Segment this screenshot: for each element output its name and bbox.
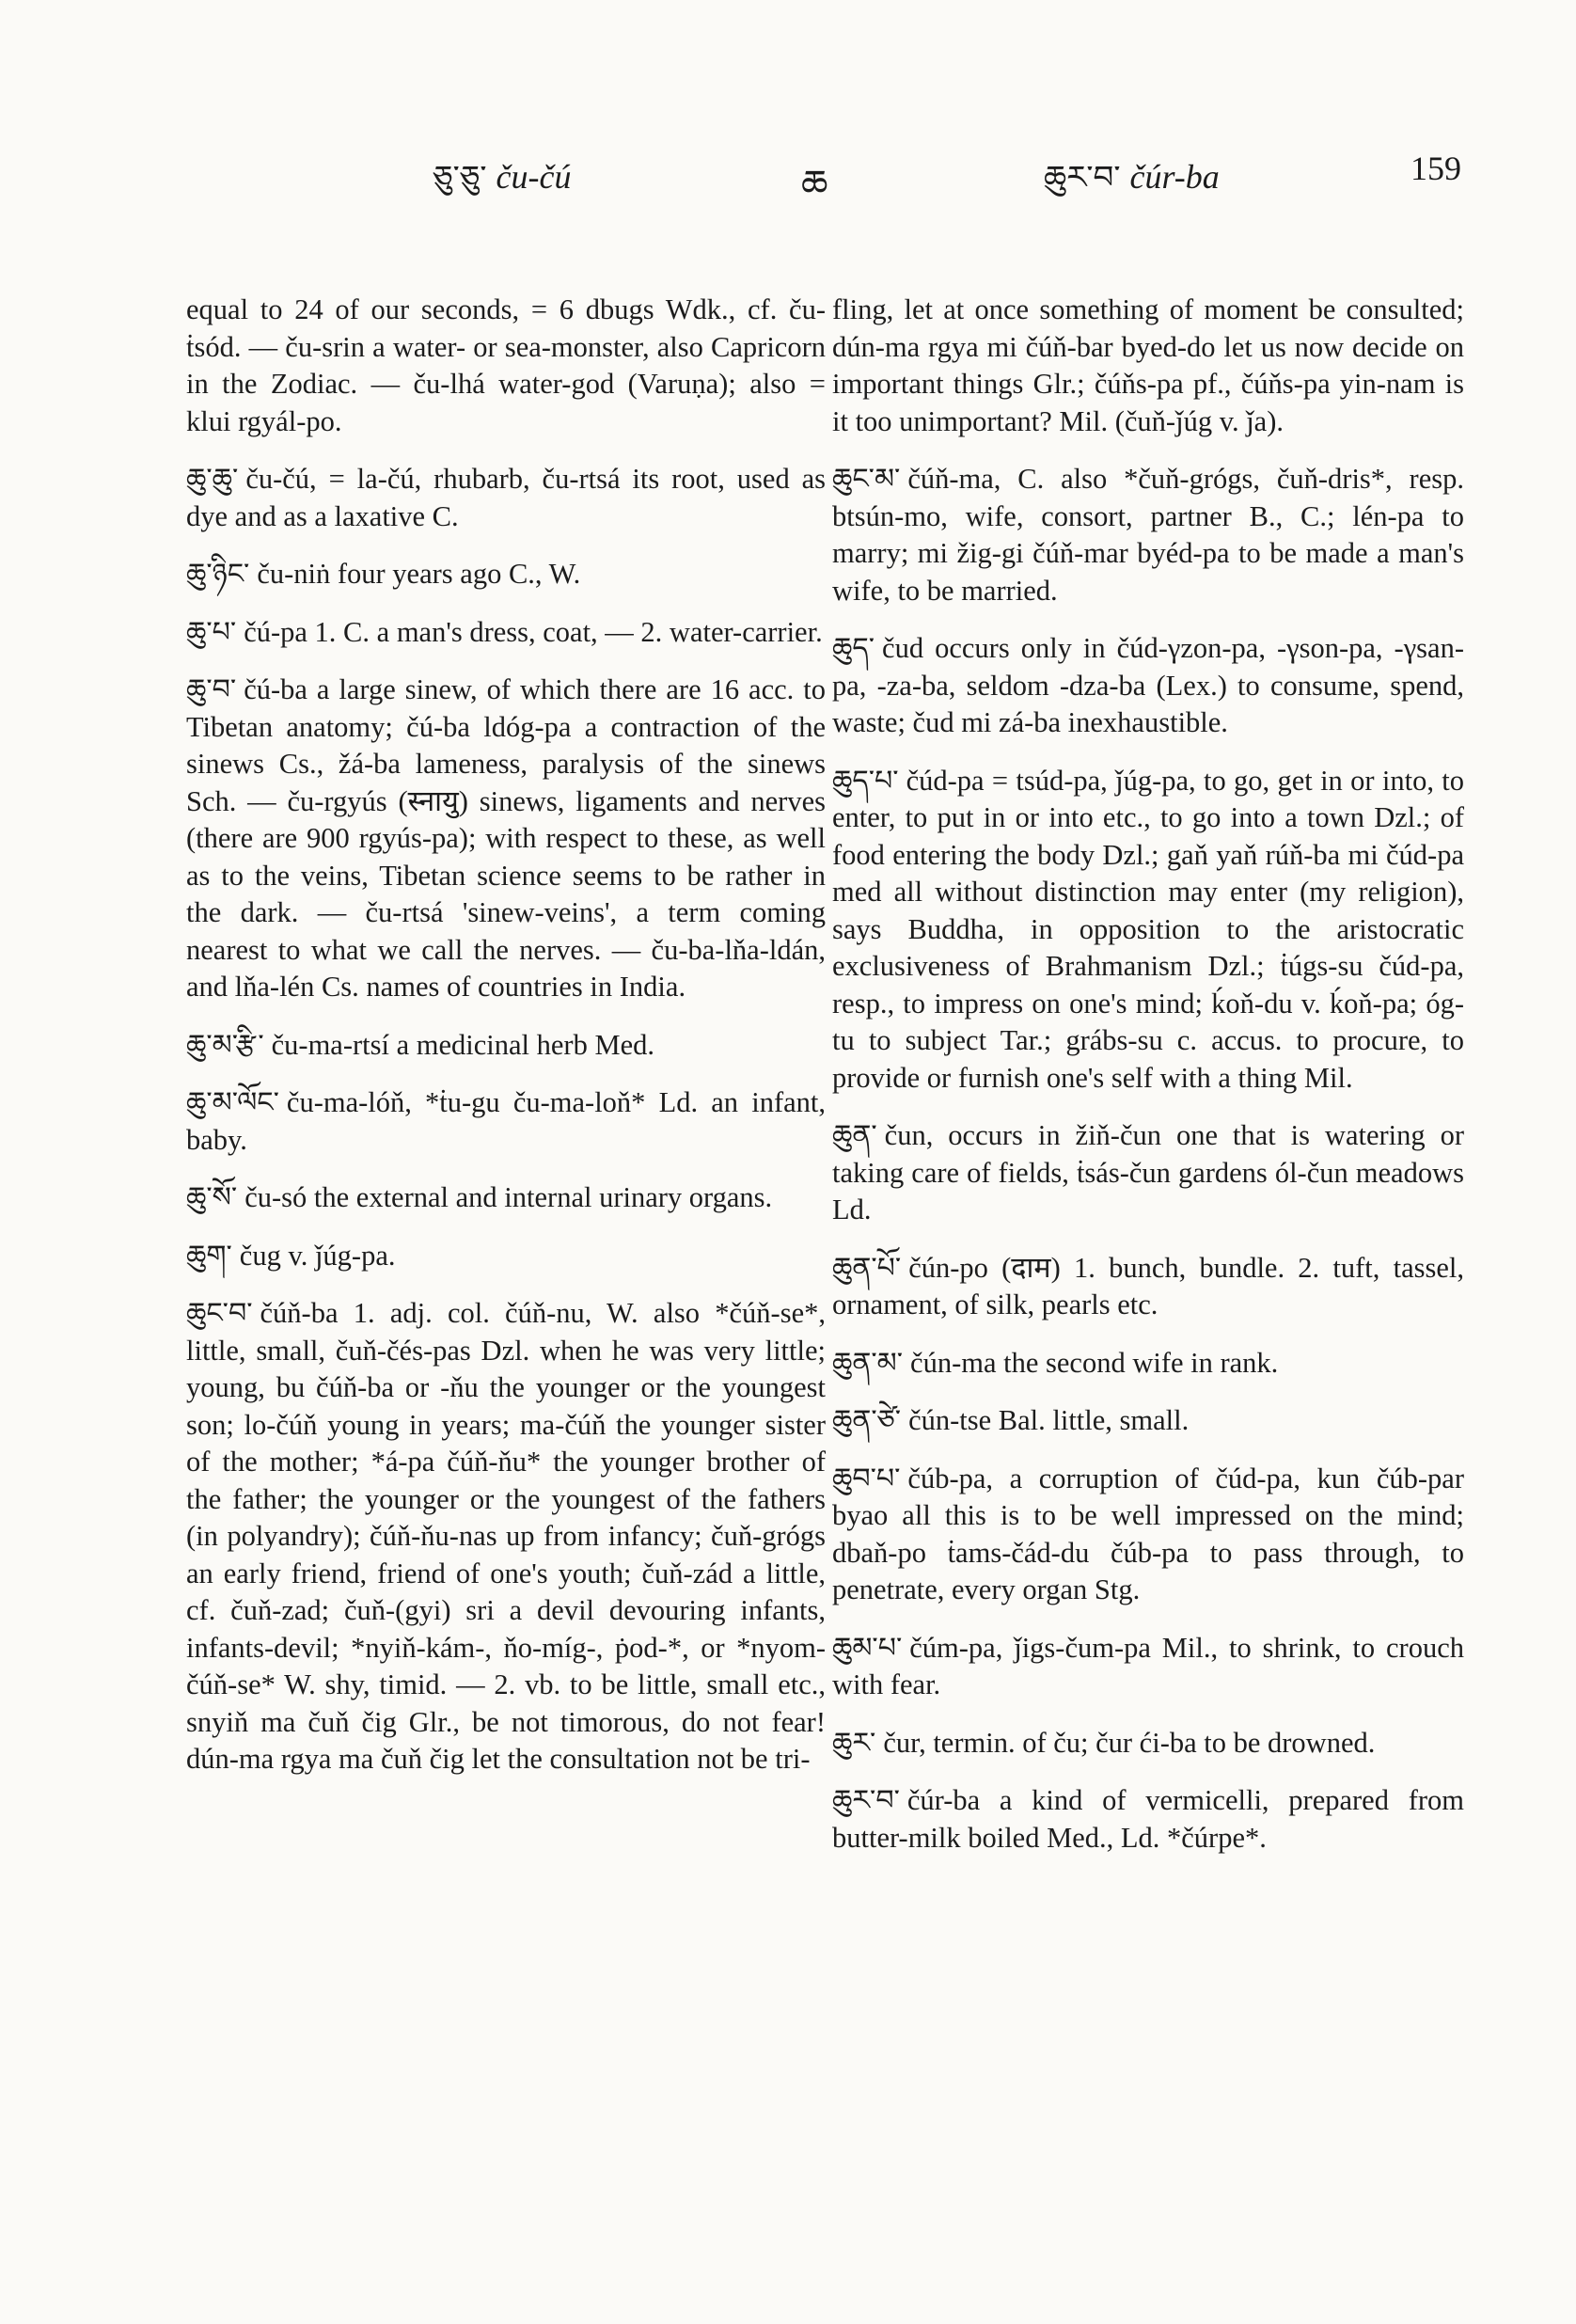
entry-text: čú-pa 1. C. a man's dress, coat, — 2. water-carrier.: [244, 615, 823, 648]
left-column: [186, 292, 826, 1799]
entry-tibetan: ཆུན་མ་: [832, 1346, 904, 1380]
dictionary-entry: [186, 672, 826, 1006]
continued-entry: equal to 24 of our seconds, = 6 dbugs Wdk., cf. ču-ṫsód. — ču-srin a water- or sea-monster, also Capricorn in the Zodiac. — ču-lhá water-god (Varuṇa); also = klui rgyál-po.: [186, 293, 826, 437]
entry-text: ču-ma-lóň, *ṫu-gu ču-ma-loň* Ld. an infant, baby.: [186, 1086, 826, 1156]
dictionary-entry: [832, 1630, 1464, 1704]
dictionary-entry: [186, 1027, 826, 1065]
header-left-headword: [433, 141, 571, 231]
dictionary-entry: [832, 1402, 1464, 1440]
header-section-letter: ཆ: [801, 163, 828, 205]
entry-text: čún-ma the second wife in rank.: [910, 1346, 1279, 1379]
entry-tibetan: ཆུ་པ་: [186, 615, 237, 649]
entry-tibetan: ཆུན་: [832, 1119, 877, 1152]
dictionary-entry: [832, 1117, 1464, 1229]
dictionary-entry: [186, 1238, 826, 1275]
entry-tibetan: ཆུང་མ་: [832, 463, 901, 496]
entry-text: čúr-ba a kind of vermicelli, prepared from butter-milk boiled Med., Ld. *čúrpe*.: [832, 1784, 1464, 1854]
entry-text: čúň-ba 1. adj. col. čúň-nu, W. also *čúň-se*, little, small, čuň-čés-pas Dzl. when he was very little; young, bu čúň-ba or -ňu the younger or the youngest son; lo-čúň young in years; ma-čúň the younger sister of the mother; *á-pa čúň-ňu* the younger brother of the father; the younger or the youngest of the fathers (in polyandry); čúň-ňu-nas up from infancy; čuň-grógs an early friend, friend of one's youth; čuň-zád a little, cf. čuň-zad; čuň-(gyi) sri a devil devouring infants, infants-devil; *nyiň-kám-, ňo-míg-, ṗod-*, or *nyom-čúň-se* W. shy, timid. — 2. vb. to be little, small etc., snyiň ma čuň čig Glr., be not timorous, do not fear! dún-ma rgya ma čuň čig let the consultation not be tri-: [186, 1297, 826, 1775]
entry-text: čúň-ma, C. also *čuň-grógs, čuň-dris*, resp. btsún-mo, wife, consort, partner B., C.; lén-pa to marry; mi žig-gi čúň-mar byéd-pa to be made a man's wife, to be married.: [832, 463, 1464, 607]
header-right-tibetan: ཆུར་བ་: [1044, 159, 1121, 197]
entry-text: čur, termin. of ču; čur ći-ba to be drowned.: [883, 1726, 1376, 1759]
entry-text: ču-só the external and internal urinary organs.: [244, 1181, 773, 1213]
entry-tibetan: ཆུ་བ་: [186, 673, 237, 706]
entry-text: čun, occurs in žiň-čun one that is watering or taking care of fields, ṫsás-čun gardens ól-čun meadows Ld.: [832, 1119, 1464, 1225]
entry-text: čú-ba a large sinew, of which there are 16 acc. to Tibetan anatomy; čú-ba ldóg-pa a contraction of the sinews Cs., žá-ba lameness, paralysis of the sinews Sch. — ču-rgyús (स्नायु) sinews, ligaments and nerves (there are 900 rgyús-pa); with respect to these, as well as to the veins, Tibetan science seems to be rather in the dark. — ču-rtsá 'sinew-veins', a term coming nearest to what we call the nerves. — ču-ba-lňa-ldán, and lňa-lén Cs. names of countries in India.: [186, 673, 826, 1003]
dictionary-entry: [186, 1295, 826, 1779]
dictionary-entry: [186, 556, 826, 593]
entry-text: čúb-pa, a corruption of čúd-pa, kun čúb-par byao all this is to be well impressed on the mind; dbaň-po ṫams-čád-du čúb-pa to pass through, to penetrate, every organ Stg.: [832, 1462, 1464, 1605]
entry-tibetan: ཆུ་མ་རྩི་: [186, 1028, 264, 1062]
dictionary-entry: [832, 630, 1464, 742]
entry-tibetan: ཆུར་བ་: [832, 1784, 900, 1817]
entry-text: ču-čú, = la-čú, rhubarb, ču-rtsá its root, used as dye and as a laxative C.: [186, 463, 826, 532]
entry-tibetan: ཆུབ་པ་: [832, 1462, 901, 1495]
entry-text: čún-tse Bal. little, small.: [908, 1404, 1190, 1436]
entry-tibetan: ཆུང་བ་: [186, 1297, 253, 1330]
header-right-translit: čúr-ba: [1129, 158, 1220, 196]
page-number: 159: [1411, 150, 1461, 187]
dictionary-entry: [832, 1345, 1464, 1383]
dictionary-entry: [832, 1250, 1464, 1324]
entry-text: čug v. ǰúg-pa.: [239, 1239, 396, 1272]
dictionary-entry: [186, 1179, 826, 1217]
entry-text: čúm-pa, ǰigs-čum-pa Mil., to shrink, to crouch with fear.: [832, 1631, 1464, 1700]
dictionary-entry: [832, 1725, 1464, 1763]
dictionary-entry: [186, 461, 826, 535]
entry-tibetan: ཆུ་ཆུ་: [186, 463, 239, 496]
header-left-translit: ču-čú: [496, 158, 572, 196]
entry-text: ču-ma-rtsí a medicinal herb Med.: [271, 1028, 654, 1061]
entry-tibetan: ཆུ་སོ་: [186, 1181, 238, 1214]
dictionary-entry: [186, 614, 826, 652]
dictionary-entry: [832, 461, 1464, 609]
entry-tibetan: ཆུད་: [832, 632, 875, 665]
continued-entry: fling, let at once something of moment be consulted; dún-ma rgya mi čúň-bar byed-do let us now decide on important things Glr.; čúňs-pa pf., čúňs-pa yin-nam is it too unimportant? Mil. (čuň-ǰúg v. ǰa).: [832, 293, 1464, 437]
entry-tibetan: ཆུད་པ་: [832, 764, 899, 798]
entry-tibetan: ཆུ་མ་ལོང་: [186, 1086, 279, 1119]
right-column: [832, 292, 1464, 1877]
dictionary-entry: [832, 1461, 1464, 1609]
entry-tibetan: ཆུན་པོ་: [832, 1251, 902, 1285]
entry-text: čúd-pa = tsúd-pa, ǰúg-pa, to go, get in or into, to enter, to put in or into etc., to go into a town Dzl.; of food entering the body Dzl.; gaň yaň rúň-ba mi čúd-pa med all without distinction may enter (my religion), says Buddha, in opposition to the aristocratic exclusiveness of Brahmanism Dzl.; ṫúgs-su čúd-pa, resp., to impress on one's mind; ḱoň-du v. ḱoň-pa; óg-tu to subject Tar.; grábs-su c. accus. to procure, to provide or furnish one's self with a thing Mil.: [832, 764, 1464, 1094]
entry-tibetan: ཆུམ་པ་: [832, 1631, 903, 1665]
entry-text: čud occurs only in čúd-γzon-pa, -γson-pa, -γsan-pa, -za-ba, seldom -dza-ba (Lex.) to consume, spend, waste; čud mi zá-ba inexhaustible.: [832, 632, 1464, 738]
dictionary-entry: [832, 1782, 1464, 1857]
entry-tibetan: ཆུག་: [186, 1239, 232, 1273]
entry-tibetan: ཆུ་ཉིང་: [186, 558, 250, 591]
entry-tibetan: ཆུར་: [832, 1726, 876, 1760]
entry-text: ču-niṅ four years ago C., W.: [257, 558, 581, 590]
dictionary-entry: [186, 1084, 826, 1159]
entry-tibetan: ཆུན་ཙེ་: [832, 1404, 902, 1437]
entry-text: čún-po (दाम) 1. bunch, bundle. 2. tuft, tassel, ornament, of silk, pearls etc.: [832, 1251, 1464, 1320]
dictionary-entry: [832, 763, 1464, 1098]
header-left-tibetan: ཅུ་ཅུ་: [433, 159, 487, 197]
header-right-headword: [1044, 141, 1220, 231]
